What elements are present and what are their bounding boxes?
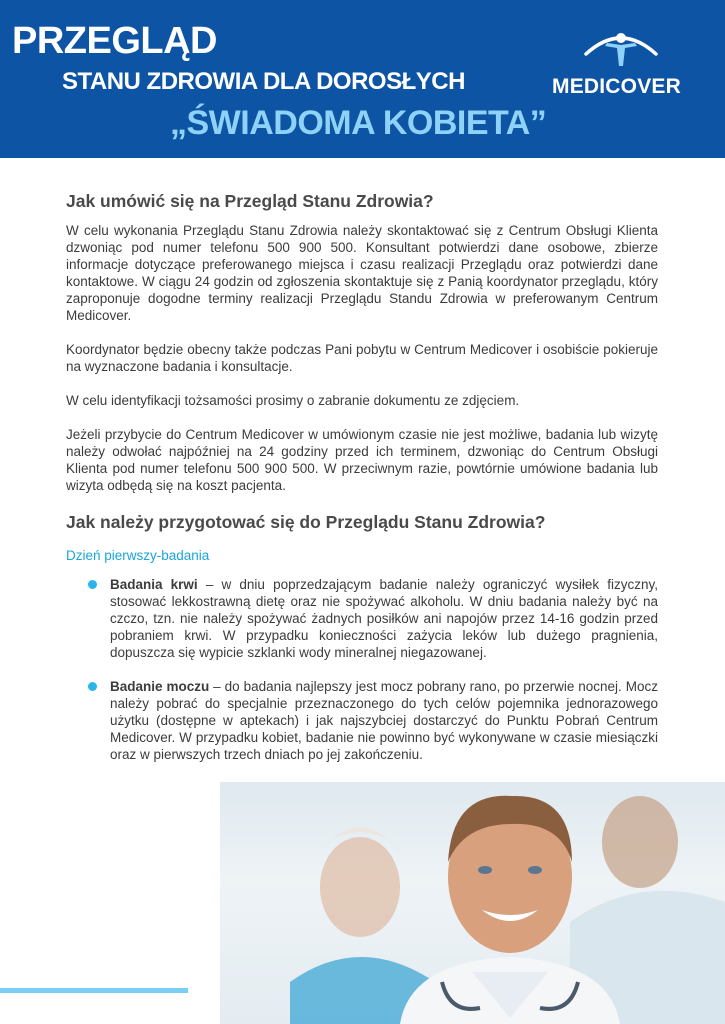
title-swiadoma-kobieta: „ŚWIADOMA KOBIETA” [170,104,547,142]
item-term: Badanie moczu [110,679,210,694]
paragraph: W celu identyfikacji tożsamości prosimy o zabranie dokumentu ze zdjęciem. [66,393,520,408]
accent-divider [0,988,188,993]
item-term: Badania krwi [110,577,198,592]
header-banner [0,0,725,158]
paragraph: W celu wykonania Przeglądu Stanu Zdrowia należy skontaktować się z Centrum Obsługi Klienta dzwoniąc pod numer telefonu 500 900 500. Konsultant potwierdzi dane osobowe, zbierze informacje dotyczące preferowanego miejsca i czasu realizacji Przeglądu oraz potwierdzi dane kontaktowe. W ciągu 24 godzin od zgłoszenia skontaktuje się z Panią koordynator przeglądu, który zaproponuje dogodne terminy realizacji Przeglądu Standu Zdrowia w preferowanym Centrum Medicover. [66,223,658,323]
item-text: – do badania najlepszy jest mocz pobrany rano, po przerwie nocnej. Mocz należy pobrać do specjalnie przeznaczonego do tych celów pojemnika jednorazowego użytku (dostępne w aptekach) i jak najszybciej dostarczyć do Punktu Pobrań Centrum Medicover. W przypadku kobiet, badanie nie powinno być wykonywane w czasie miesiączki oraz w pierwszych trzech dniach po jej zakończeniu. [110,679,658,762]
bullet-dot-icon [88,580,97,589]
bullet-dot-icon [88,682,97,691]
medicover-logo-text: MEDICOVER [552,75,681,98]
day-one-subheading: Dzień pierwszy-badania [66,548,210,563]
section1-heading: Jak umówić się na Przegląd Stanu Zdrowia? [66,191,434,211]
main-content [66,190,658,780]
paragraph: Koordynator będzie obecny także podczas Pani pobytu w Centrum Medicover i osobiście pokieruje na wyznaczone badania i konsultacje. [66,342,658,374]
photo-illustration-icon [220,782,725,1024]
item-text: – w dniu poprzedzającym badanie należy ograniczyć wysiłek fizyczny, stosować lekkostrawną dietę oraz nie spożywać alkoholu. W dniu badania należy być na czczo, tzn. nie należy spożywać żadnych posiłków ani napojów przez 14-16 godzin przed pobraniem krwi. W przypadku konieczności zażycia leków lub dużego pragnienia, dopuszcza się wypicie szklanki wody mineralnej niegazowanej. [110,577,658,660]
paragraph: Jeżeli przybycie do Centrum Medicover w umówionym czasie nie jest możliwe, badania lub wizytę należy odwołać najpóźniej na 24 godziny przed ich terminem, dzwoniąc do Centrum Obsługi Klienta pod numer telefonu 500 900 500. W przeciwnym razie, powtórnie umówione badania lub wizyta odbędą się na koszt pacjenta. [66,427,658,493]
section2-heading: Jak należy przygotować się do Przeglądu Stanu Zdrowia? [66,512,546,532]
list-item [66,576,658,661]
preparation-list [66,576,658,763]
title-przeglad: PRZEGLĄD [12,20,217,62]
medicover-logo-icon [583,24,659,68]
list-item [66,678,658,763]
medical-staff-photo [220,782,725,1024]
title-subtitle: STANU ZDROWIA DLA DOROSŁYCH [62,68,465,95]
